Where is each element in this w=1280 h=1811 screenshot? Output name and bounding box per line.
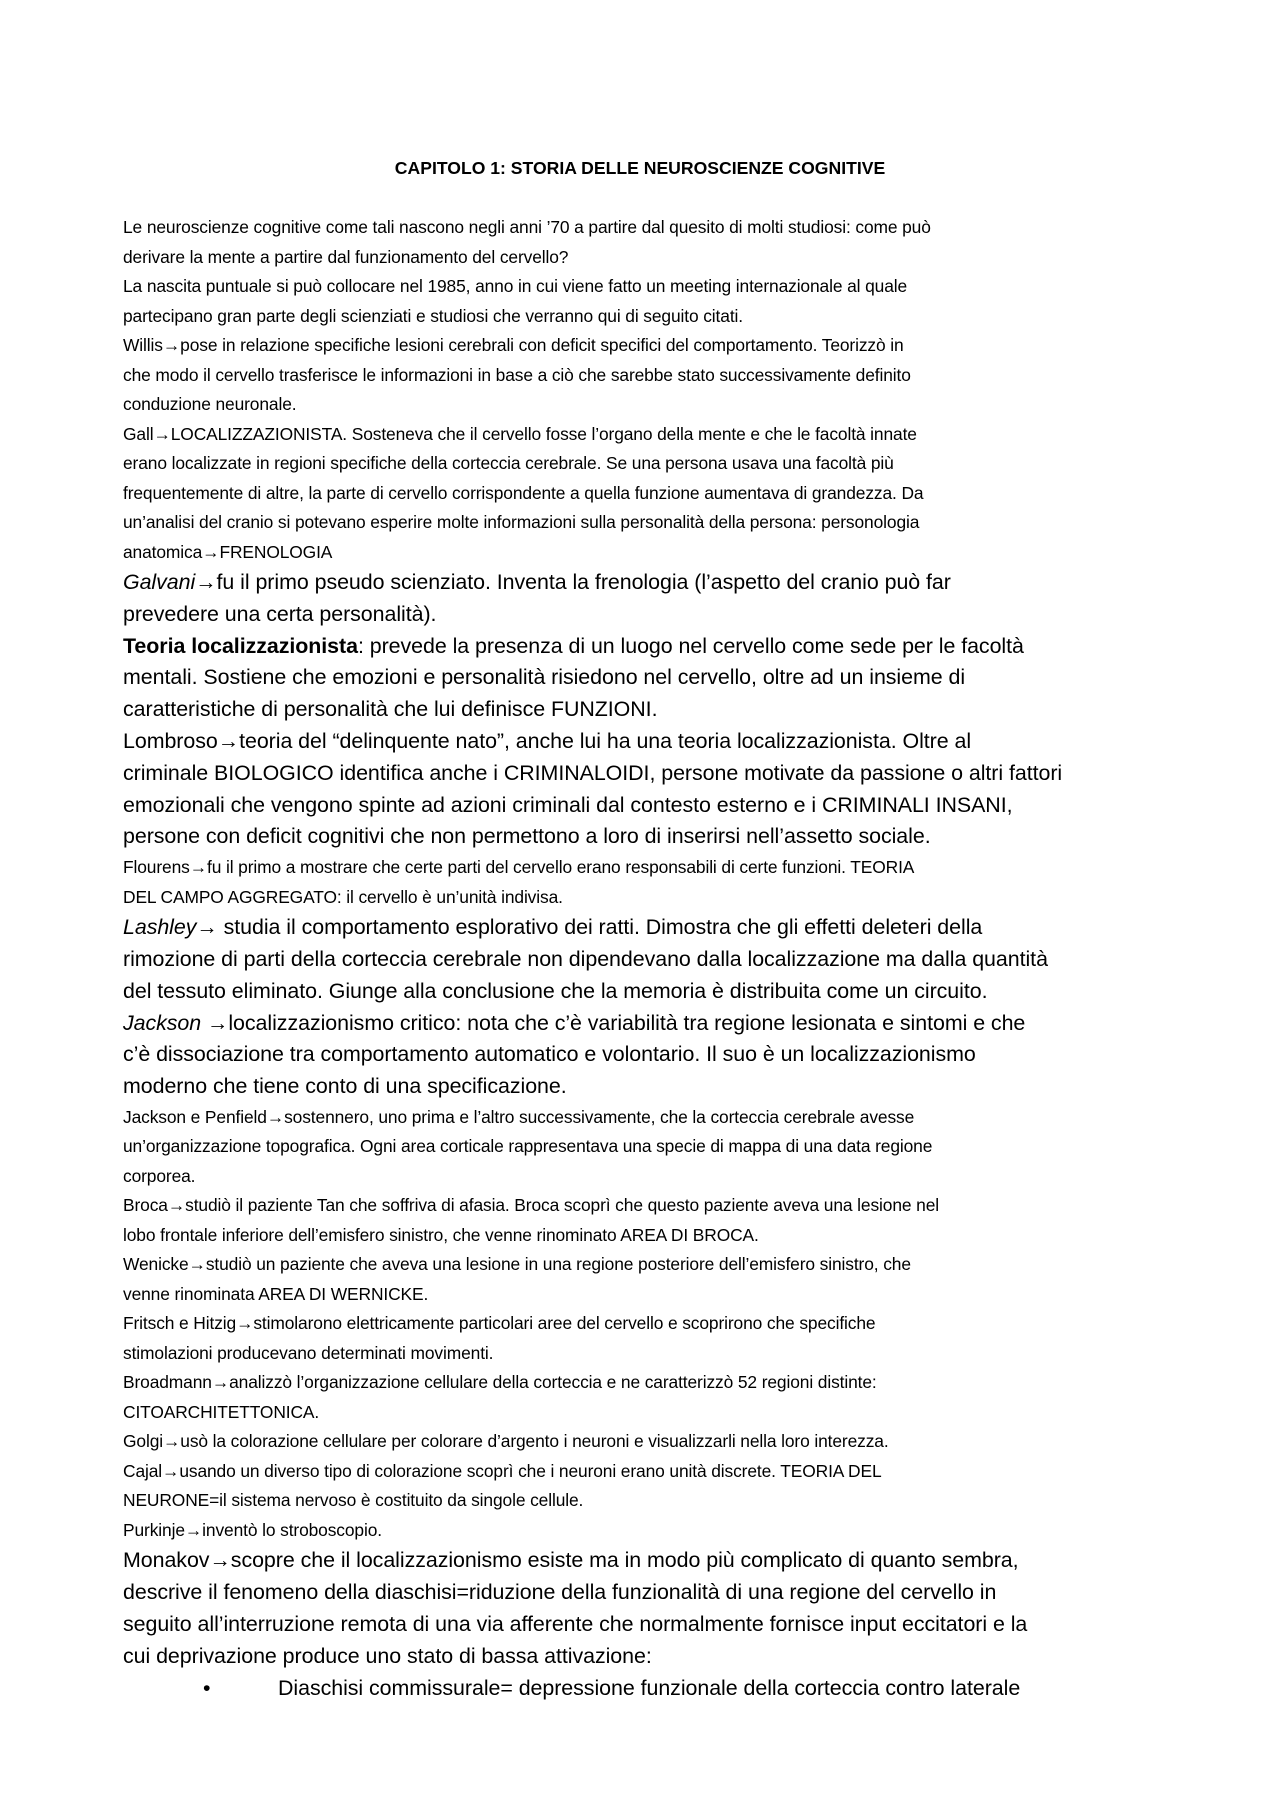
paragraph-cajal bbox=[123, 1457, 1183, 1516]
text-line: prevedere una certa personalità). bbox=[123, 601, 437, 626]
text-fragment: inventò lo stroboscopio. bbox=[202, 1519, 382, 1540]
text-line: criminale BIOLOGICO identifica anche i CRIMINALOIDI, persone motivate da passione o altri fattori bbox=[123, 760, 1063, 785]
arrow-icon: → bbox=[153, 423, 171, 444]
paragraph-monakov bbox=[123, 1545, 1183, 1672]
text-line: persone con deficit cognitivi che non permettono a loro di inserirsi nell’assetto sociale. bbox=[123, 824, 931, 849]
arrow-icon: → bbox=[167, 1195, 186, 1216]
text-fragment: pose in relazione specifiche lesioni cerebrali con deficit specifici del comportamento. Teorizzò in bbox=[180, 335, 904, 355]
arrow-icon: → bbox=[162, 1460, 180, 1481]
scientist-name: Galvani bbox=[123, 570, 196, 594]
text-line: DEL CAMPO AGGREGATO: il cervello è un’unità indivisa. bbox=[123, 886, 563, 907]
text-line: conduzione neuronale. bbox=[123, 394, 297, 414]
text-line: moderno che tiene conto di una specificazione. bbox=[123, 1074, 567, 1099]
text-line: partecipano gran parte degli scienziati e studiosi che verranno qui di seguito citati. bbox=[123, 305, 743, 326]
text-fragment: studiò il paziente Tan che soffriva di afasia. Broca scoprì che questo paziente aveva una lesione nel bbox=[185, 1195, 939, 1216]
term-heading: Teoria localizzazionista bbox=[123, 633, 358, 658]
text-line: caratteristiche di personalità che lui definisce FUNZIONI. bbox=[123, 697, 658, 722]
paragraph-teoria bbox=[123, 631, 1183, 726]
scientist-name: Golgi bbox=[123, 1431, 163, 1452]
text-line bbox=[123, 1457, 1183, 1487]
scientist-name: Fritsch e Hitzig bbox=[123, 1313, 237, 1334]
list-item-text: Diaschisi commissurale= depressione funzionale della corteccia contro laterale bbox=[278, 1675, 1021, 1700]
paragraph-broadmann bbox=[123, 1368, 1183, 1427]
text-line bbox=[123, 1103, 1183, 1133]
paragraph-flourens bbox=[123, 853, 1183, 912]
page-title: CAPITOLO 1: STORIA DELLE NEUROSCIENZE COGNITIVE bbox=[394, 158, 886, 178]
text-line bbox=[123, 1250, 1183, 1280]
text-line: corporea. bbox=[123, 1165, 196, 1186]
text-fragment: anatomica bbox=[123, 541, 203, 562]
text-line bbox=[123, 1368, 1183, 1398]
arrow-icon: → bbox=[196, 915, 218, 940]
text-line: emozionali che vengono spinte ad azioni criminali dal contesto esterno e i CRIMINALI INSANI, bbox=[123, 792, 1013, 817]
scientist-name: Willis bbox=[123, 335, 163, 355]
scientist-name: Jackson e Penfield bbox=[123, 1106, 267, 1127]
text-line bbox=[123, 631, 1183, 663]
paragraph-galvani bbox=[123, 567, 1183, 631]
text-line: un’organizzazione topografica. Ogni area corticale rappresentava una specie di mappa di una data regione bbox=[123, 1136, 933, 1157]
paragraph-intro bbox=[123, 213, 1183, 272]
arrow-icon: → bbox=[188, 1254, 206, 1275]
paragraph-origin bbox=[123, 272, 1183, 331]
text-fragment: usò la colorazione cellulare per colorare d’argento i neuroni e visualizzarli nella loro interezza. bbox=[180, 1431, 889, 1452]
text-fragment: sostennero, uno prima e l’altro successivamente, che la corteccia cerebrale avesse bbox=[284, 1106, 915, 1127]
text-line bbox=[123, 538, 1183, 568]
paragraph-lombroso bbox=[123, 726, 1183, 853]
text-line: NEURONE=il sistema nervoso è costituito da singole cellule. bbox=[123, 1490, 584, 1511]
scientist-name: Lombroso bbox=[123, 728, 218, 753]
text-line: derivare la mente a partire dal funzionamento del cervello? bbox=[123, 246, 569, 267]
text-line: del tessuto eliminato. Giunge alla conclusione che la memoria è distribuita come un circuito. bbox=[123, 978, 988, 1003]
text-line bbox=[123, 853, 1183, 883]
text-fragment: teoria del “delinquente nato”, anche lui ha una teoria localizzazionista. Oltre al bbox=[239, 728, 972, 753]
paragraph-gall bbox=[123, 420, 1183, 568]
text-line: stimolazioni producevano determinati movimenti. bbox=[123, 1342, 494, 1363]
scientist-name: Gall bbox=[123, 423, 154, 444]
text-fragment: LOCALIZZAZIONISTA. Sosteneva che il cervello fosse l’organo della mente e che le facoltà innate bbox=[170, 423, 917, 444]
text-line bbox=[123, 1427, 1183, 1457]
text-line bbox=[123, 420, 1183, 450]
arrow-icon: → bbox=[184, 1519, 203, 1540]
arrow-icon: → bbox=[202, 541, 220, 562]
text-line: CITOARCHITETTONICA. bbox=[123, 1401, 320, 1422]
text-fragment: studiò un paziente che aveva una lesione in una regione posteriore dell’emisfero sinistro, che bbox=[205, 1254, 911, 1275]
paragraph-willis bbox=[123, 331, 1183, 420]
text-fragment: fu il primo pseudo scienziato. Inventa la frenologia (l’aspetto del cranio può far bbox=[216, 570, 951, 594]
paragraph-lashley bbox=[123, 912, 1183, 1007]
text-line bbox=[123, 1516, 1183, 1546]
bullet-icon: • bbox=[203, 1675, 211, 1700]
arrow-icon: → bbox=[189, 857, 207, 878]
text-line: lobo frontale inferiore dell’emisfero sinistro, che venne rinominato AREA DI BROCA. bbox=[123, 1224, 759, 1245]
text-line bbox=[123, 1008, 1183, 1040]
arrow-icon: → bbox=[266, 1106, 285, 1127]
arrow-icon: → bbox=[195, 570, 217, 594]
text-line: descrive il fenomeno della diaschisi=riduzione della funzionalità di una regione del cervello in bbox=[123, 1580, 997, 1605]
text-line: cui deprivazione produce uno stato di bassa attivazione: bbox=[123, 1643, 652, 1668]
text-fragment: usando un diverso tipo di colorazione scoprì che i neuroni erano unità discrete. TEORIA DEL bbox=[179, 1460, 882, 1481]
paragraph-golgi bbox=[123, 1427, 1183, 1457]
text-line bbox=[123, 912, 1183, 944]
text-line: erano localizzate in regioni specifiche della corteccia cerebrale. Se una persona usava una facoltà più bbox=[123, 453, 894, 473]
arrow-icon: → bbox=[211, 1372, 230, 1393]
text-line: venne rinominata AREA DI WERNICKE. bbox=[123, 1283, 429, 1304]
text-fragment: analizzò l’organizzazione cellulare della corteccia e ne caratterizzò 52 regioni distinte: bbox=[229, 1372, 877, 1393]
text-line: seguito all’interruzione remota di una via afferente che normalmente fornisce input eccitatori e la bbox=[123, 1612, 1028, 1637]
text-line bbox=[123, 331, 1183, 361]
paragraph-jackson bbox=[123, 1008, 1183, 1103]
scientist-name: Flourens bbox=[123, 857, 190, 878]
text-fragment: fu il primo a mostrare che certe parti del cervello erano responsabili di certe funzioni. TEORIA bbox=[206, 857, 915, 878]
text-fragment: stimolarono elettricamente particolari aree del cervello e scoprirono che specifiche bbox=[253, 1313, 876, 1334]
scientist-name: Broadmann bbox=[123, 1372, 212, 1393]
text-fragment: studia il comportamento esplorativo dei ratti. Dimostra che gli effetti deleteri della bbox=[217, 915, 983, 940]
text-fragment: localizzazionismo critico: nota che c’è variabilità tra regione lesionata e sintomi e che bbox=[228, 1010, 1026, 1035]
text-line: La nascita puntuale si può collocare nel 1985, anno in cui viene fatto un meeting internazionale al quale bbox=[123, 276, 908, 296]
text-line bbox=[123, 1309, 1183, 1339]
text-line: un’analisi del cranio si potevano esperire molte informazioni sulla personalità della persona: personologia bbox=[123, 512, 920, 532]
text-line bbox=[123, 1191, 1183, 1221]
text-line: c’è dissociazione tra comportamento automatico e volontario. Il suo è un localizzazionismo bbox=[123, 1042, 976, 1067]
paragraph-fritsch-hitzig bbox=[123, 1309, 1183, 1368]
scientist-name: Jackson bbox=[123, 1010, 208, 1035]
arrow-icon: → bbox=[236, 1313, 254, 1334]
arrow-icon: → bbox=[209, 1548, 231, 1573]
paragraph-penfield bbox=[123, 1103, 1183, 1192]
arrow-icon: → bbox=[162, 335, 181, 355]
text-fragment: scopre che il localizzazionismo esiste ma in modo più complicato di quanto sembra, bbox=[230, 1548, 1019, 1573]
paragraph-wenicke bbox=[123, 1250, 1183, 1309]
paragraph-broca bbox=[123, 1191, 1183, 1250]
list-item bbox=[123, 1673, 1183, 1705]
text-fragment: FRENOLOGIA bbox=[219, 541, 333, 562]
text-line bbox=[123, 726, 1183, 758]
scientist-name: Monakov bbox=[123, 1548, 210, 1573]
scientist-name: Purkinje bbox=[123, 1519, 185, 1540]
text-line: frequentemente di altre, la parte di cervello corrispondente a quella funzione aumentava di grandezza. Da bbox=[123, 482, 924, 503]
scientist-name: Broca bbox=[123, 1195, 168, 1216]
text-line: rimozione di parti della corteccia cerebrale non dipendevano dalla localizzazione ma dalla quantità bbox=[123, 946, 1048, 971]
scientist-name: Wenicke bbox=[123, 1254, 189, 1275]
text-line: mentali. Sostiene che emozioni e personalità risiedono nel cervello, oltre ad un insieme di bbox=[123, 665, 966, 690]
scientist-name: Lashley bbox=[123, 915, 197, 940]
arrow-icon: → bbox=[163, 1431, 181, 1452]
text-line bbox=[123, 1545, 1183, 1577]
paragraph-purkinje bbox=[123, 1516, 1183, 1546]
text-line: Le neuroscienze cognitive come tali nascono negli anni ’70 a partire dal quesito di molti studiosi: come può bbox=[123, 217, 931, 237]
text-line bbox=[123, 567, 1183, 599]
scientist-name: Cajal bbox=[123, 1460, 163, 1481]
text-line: che modo il cervello trasferisce le informazioni in base a ciò che sarebbe stato successivamente definito bbox=[123, 364, 911, 385]
arrow-icon: → bbox=[217, 728, 240, 753]
arrow-icon: → bbox=[207, 1010, 229, 1035]
text-fragment: : prevede la presenza di un luogo nel cervello come sede per le facoltà bbox=[357, 633, 1024, 658]
document-body bbox=[123, 213, 1183, 1705]
